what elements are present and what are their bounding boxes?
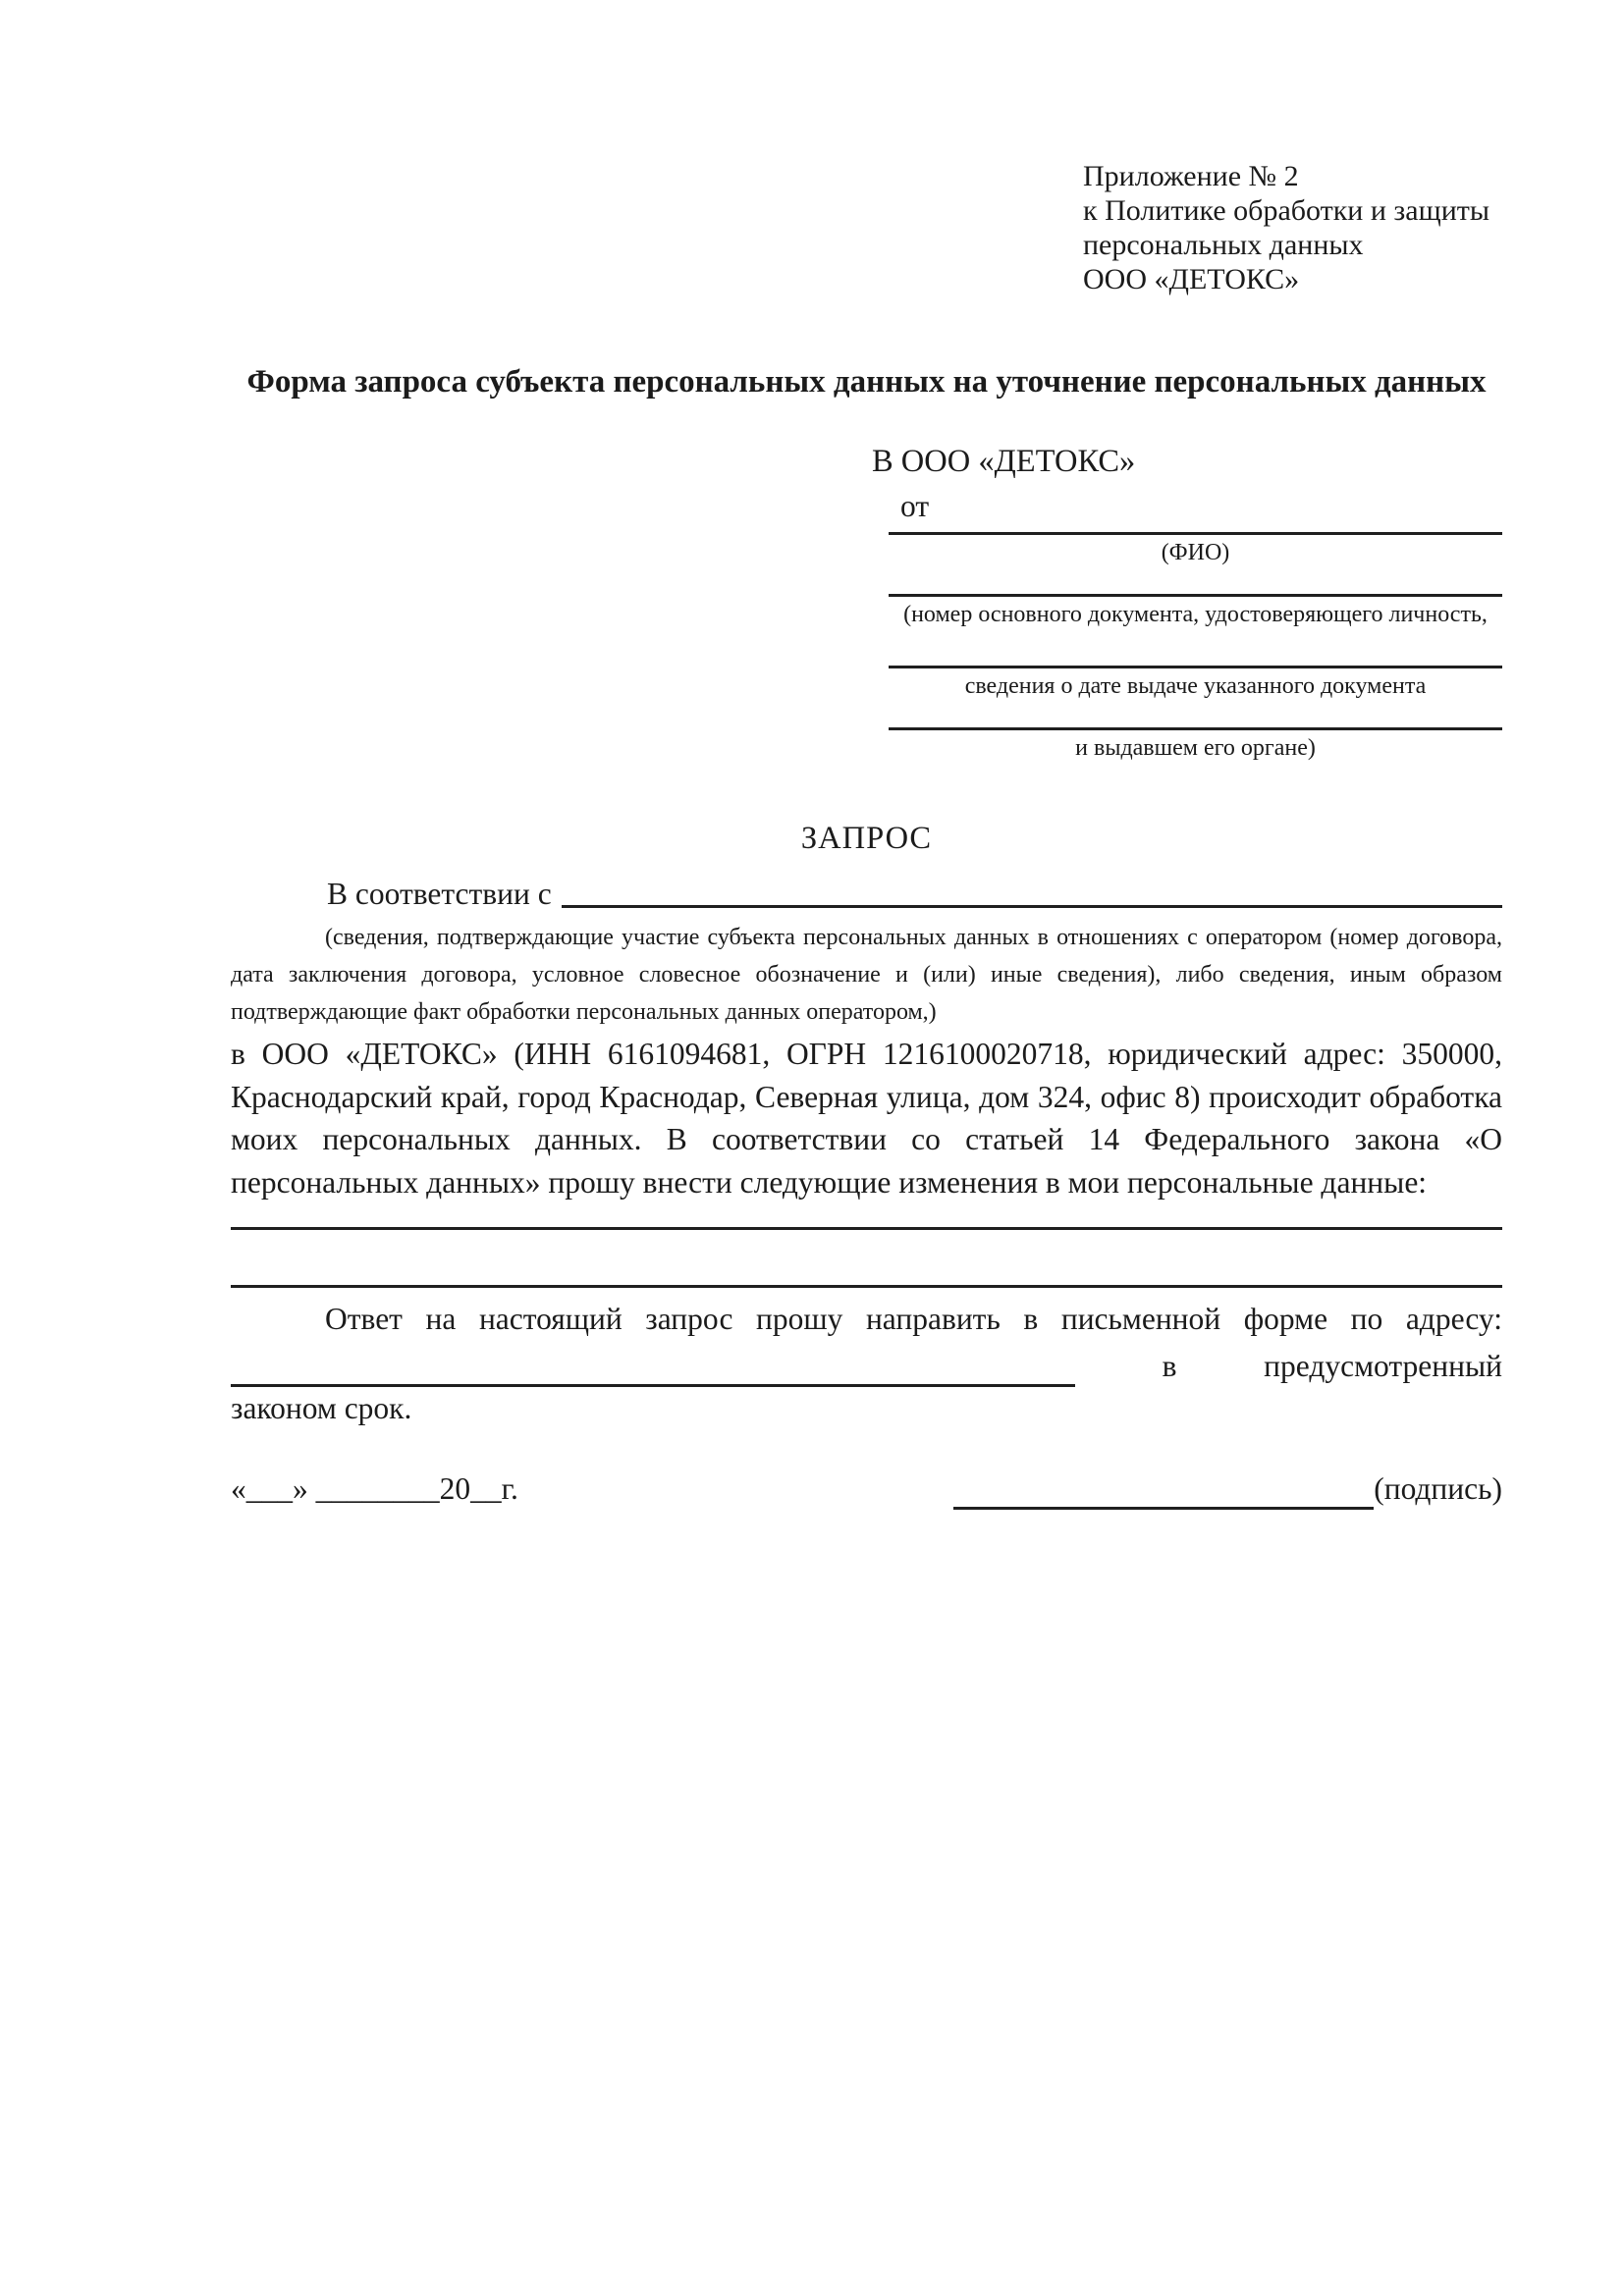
issue-date-field: [889, 666, 1502, 701]
signature-caption: (подпись): [1374, 1470, 1502, 1506]
page-title: Форма запроса субъекта персональных данных на уточнение персональных данных: [246, 364, 1487, 400]
date-blank: «___» ________20__г.: [231, 1470, 518, 1506]
reply-address-blank-line: [231, 1351, 1075, 1387]
issuing-authority-blank-line: [889, 727, 1502, 730]
appendix-note-line: ООО «ДЕТОКС»: [1083, 263, 1300, 295]
document-number-field: [889, 594, 1502, 629]
signature-blank-line: [953, 1473, 1374, 1510]
fio-field: [889, 532, 1502, 567]
request-intro-prefix: В соответствии с: [327, 876, 552, 911]
signature-group: [953, 1468, 1502, 1511]
issue-date-caption: сведения о дате выдаче указанного документа: [964, 673, 1427, 699]
request-heading: ЗАПРОС: [800, 821, 933, 856]
date-signature-row: [231, 1468, 1502, 1511]
document-number-caption: (номер основного документа, удостоверяющего личность,: [903, 602, 1488, 627]
issue-date-blank-line: [889, 666, 1502, 668]
reply-tail: законом срок.: [231, 1391, 412, 1425]
addressee-to: В ООО «ДЕТОКС»: [872, 444, 1136, 479]
changes-blank-line-2: [231, 1285, 1502, 1288]
request-intro-blank-line: [562, 905, 1502, 908]
reply-address-row: [231, 1345, 1502, 1388]
issuing-authority-field: [889, 727, 1502, 763]
issuing-authority-caption: и выдавшем его органе): [1075, 735, 1316, 761]
addressee-from-label: от: [900, 489, 930, 523]
appendix-note-line: Приложение № 2: [1083, 160, 1299, 192]
reply-word-1: в: [1162, 1348, 1177, 1383]
changes-blank-line-1: [231, 1227, 1502, 1230]
appendix-note-line: персональных данных: [1083, 229, 1364, 261]
request-intro-note: (сведения, подтверждающие участие субъекта персональных данных в отношениях с оператором (номер договора, дата заключения договора, условное словесное обозначение и (или) иные сведения), либо сведения, иным образом подтверждающие факт обработки персональных данных оператором,): [231, 925, 1502, 1025]
fio-blank-line: [889, 532, 1502, 535]
appendix-note-line: к Политике обработки и защиты: [1083, 194, 1490, 227]
request-body-paragraph: в ООО «ДЕТОКС» (ИНН 6161094681, ОГРН 1216100020718, юридический адрес: 350000, Краснодарский край, город Краснодар, Северная улица, дом 324, офис 8) происходит обработка моих персональных данных. В соответствии со статьей 14 Федерального закона «О персональных данных» прошу внести следующие изменения в мои персональные данные:: [231, 1037, 1502, 1200]
document-content: [231, 159, 1502, 1510]
fio-caption: (ФИО): [1161, 540, 1230, 565]
addressee-block: [231, 440, 1502, 763]
document-number-blank-line: [889, 594, 1502, 597]
appendix-note: [1083, 159, 1502, 296]
reply-word-2: предусмотренный: [1264, 1348, 1502, 1383]
reply-paragraph: Ответ на настоящий запрос прошу направить в письменной форме по адресу:: [325, 1302, 1502, 1336]
request-intro-row: [231, 873, 1502, 916]
